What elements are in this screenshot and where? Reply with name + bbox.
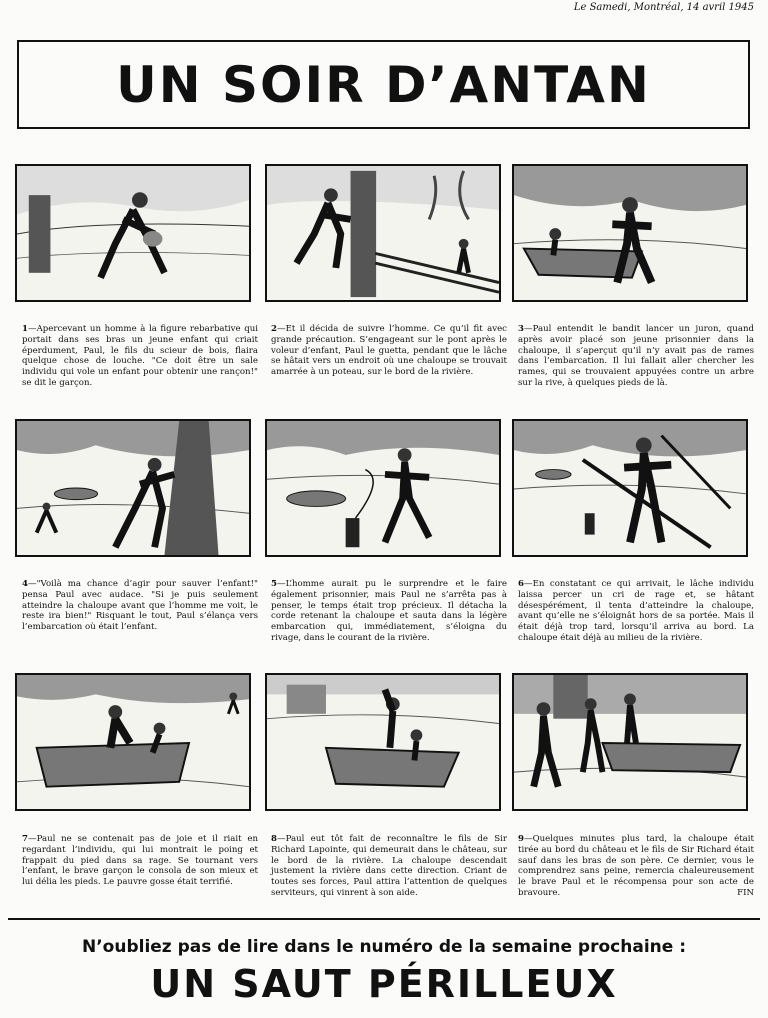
- title-box: [17, 40, 750, 129]
- comic-panel-6: [512, 419, 748, 557]
- comic-panel-7: [15, 673, 251, 811]
- caption-4: 4—"Voilà ma chance d’agir pour sauver l’enfant!" pensa Paul avec audace. "Si je puis seulement atteindre la chaloupe avant que l’homme me voit, le reste ira bien!" Risquant le tout, Paul s’élança vers l’embarcation où était l’enfant.: [22, 579, 258, 633]
- comic-panel-2: [265, 164, 501, 302]
- dateline: Le Samedi, Montréal, 14 avril 1945: [573, 2, 754, 13]
- caption-2: 2—Et il décida de suivre l’homme. Ce qu’il fit avec grande précaution. S’engageant sur le pont après le voleur d’enfant, Paul le guetta, pendant que le lâche se hâtait vers un endroit où une chaloupe se trouvait amarrée à un poteau, sur le bord de la rivière.: [271, 324, 507, 378]
- comic-panel-8: [265, 673, 501, 811]
- next-issue-notice: N’oubliez pas de lire dans le numéro de la semaine prochaine :: [81, 937, 686, 957]
- caption-8: 8—Paul eut tôt fait de reconnaître le fils de Sir Richard Lapointe, qui demeurait dans le château, sur le bord de la rivière. La chaloupe descendait justement la rivière dans cette direction. Criant de toutes ses forces, Paul attira l’attention de quelques serviteurs, qui vinrent à son aide.: [271, 834, 507, 898]
- caption-5: 5—L’homme aurait pu le surprendre et le faire également prisonnier, mais Paul ne s’arrêta pas à penser, le temps était trop précieux. Il détacha la corde retenant la chaloupe et sauta dans la légère embarcation qui, immédiatement, s’éloigna du rivage, dans le courant de la rivière.: [271, 579, 507, 643]
- comic-panel-4: [15, 419, 251, 557]
- fin-label: FIN: [737, 887, 754, 898]
- comic-panel-5: [265, 419, 501, 557]
- caption-3: 3—Paul entendit le bandit lancer un juron, quand après avoir placé son jeune prisonnier dans la chaloupe, il s’aperçut qu’il n’y avait pas de rames dans l’embarcation. Il lui fallait aller chercher les rames, qui se trouvaient appuyées contre un arbre sur la rive, à quelques pieds de là.: [518, 324, 754, 388]
- comic-panel-3: [512, 164, 748, 302]
- caption-1: 1—Apercevant un homme à la figure rebarbative qui portait dans ses bras un jeune enfant qui criait éperdument, Paul, le fils du scieur de bois, flaira quelque chose de louche. "Ce doit être un sale individu qui vole un enfant pour obtenir une rançon!" se dit le garçon.: [22, 324, 258, 388]
- footer-rule: [8, 918, 760, 920]
- caption-7: 7—Paul ne se contenait pas de joie et il riait en regardant l’individu, qui lui montrait le poing et frappait du pied dans sa rage. Se tournant vers l’enfant, le brave garçon le consola de son mieux et lui délia les pieds. Le pauvre gosse était terrifié.: [22, 834, 258, 888]
- caption-6: 6—En constatant ce qui arrivait, le lâche individu laissa percer un cri de rage et, se hâtant désespérément, il tenta d’atteindre la chaloupe, avant qu’elle ne s’éloignât hors de sa portée. Mais il était déjà trop tard, lorsqu’il arriva au bord. La chaloupe était déjà au milieu de la rivière.: [518, 579, 754, 643]
- comic-panel-1: [15, 164, 251, 302]
- caption-9: 9—Quelques minutes plus tard, la chaloupe était tirée au bord du château et le fils de Sir Richard était sauf dans les bras de son père. Ce dernier, vous le comprendrez sans peine, remercia chaleureusement le brave Paul et le récompensa pour son acte de bravoure. FIN: [518, 834, 754, 898]
- next-issue-title: UN SAUT PÉRILLEUX: [150, 962, 618, 1006]
- page-title: UN SOIR D’ANTAN: [116, 55, 651, 114]
- comic-panel-9: [512, 673, 748, 811]
